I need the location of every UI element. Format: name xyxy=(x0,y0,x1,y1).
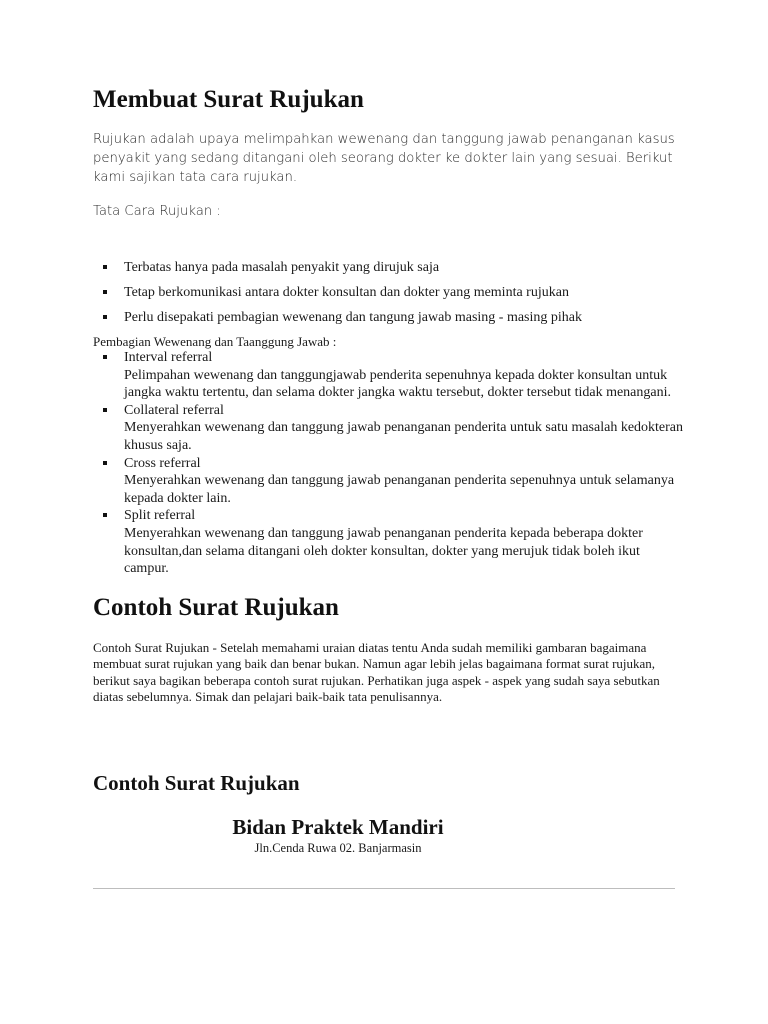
referral-description: Pelimpahan wewenang dan tanggungjawab penderita sepenuhnya kepada dokter konsultan untuk jangka waktu tertentu, dan selama dokter jangka waktu tersebut, dokter tersebut tidak menangani. xyxy=(124,367,671,401)
bullet-square-icon xyxy=(103,315,107,319)
referral-list xyxy=(93,349,683,578)
tata-cara-list xyxy=(93,258,683,333)
referral-name: Interval referral xyxy=(124,350,213,365)
referral-item xyxy=(93,507,683,577)
list-item xyxy=(93,258,683,283)
bullet-square-icon xyxy=(103,461,107,465)
list-item xyxy=(93,283,683,308)
referral-name: Cross referral xyxy=(124,455,201,471)
referral-name: Collateral referral xyxy=(124,402,224,418)
contoh-heading: Contoh Surat Rujukan xyxy=(93,594,339,621)
bullet-square-icon xyxy=(103,408,107,412)
pembagian-label: Pembagian Wewenang dan Taanggung Jawab : xyxy=(93,334,337,349)
referral-name: Split referral xyxy=(124,508,196,524)
list-item-text: Terbatas hanya pada masalah penyakit yang dirujuk saja xyxy=(124,260,440,275)
contoh-paragraph: Contoh Surat Rujukan - Setelah memahami uraian diatas tentu Anda sudah memiliki gambaran bagaimana membuat surat rujukan yang baik dan benar bukan. Namun agar lebih jelas bagaimana format surat rujukan, berikut saya bagikan beberapa contoh surat rujukan. Perhatikan juga aspek - aspek yang sudah saya sebutkan diatas sebelumnya. Simak dan pelajari baik-baik tata penulisannya. xyxy=(93,640,660,705)
referral-description: Menyerahkan wewenang dan tanggung jawab penanganan penderita kepada beberapa dokter konsultan,dan selama ditangani oleh dokter konsultan, dokter yang merujuk tidak boleh ikut campur. xyxy=(124,525,643,577)
list-item-text: Tetap berkomunikasi antara dokter konsultan dan dokter yang meminta rujukan xyxy=(124,285,569,300)
intro-paragraph: Rujukan adalah upaya melimpahkan wewenang dan tanggung jawab penanganan kasus penyakit yang sedang ditangani oleh seorang dokter ke dokter lain yang sesuai. Berikut kami sajikan tata cara rujukan. xyxy=(93,132,675,185)
clinic-name: Bidan Praktek Mandiri xyxy=(232,815,444,839)
tata-cara-label: Tata Cara Rujukan : xyxy=(93,204,221,219)
letterhead-divider xyxy=(93,888,675,889)
referral-item xyxy=(93,402,683,455)
referral-description: Menyerahkan wewenang dan tanggung jawab penanganan penderita sepenuhnya untuk selamanya kepada dokter lain. xyxy=(124,473,675,506)
referral-item xyxy=(93,455,683,508)
contoh-subheading: Contoh Surat Rujukan xyxy=(93,771,300,795)
bullet-square-icon xyxy=(103,290,107,294)
list-item xyxy=(93,308,683,333)
bullet-square-icon xyxy=(103,513,107,517)
clinic-address: Jln.Cenda Ruwa 02. Banjarmasin xyxy=(254,841,422,855)
bullet-square-icon xyxy=(103,355,107,359)
referral-item xyxy=(93,349,683,402)
page-title: Membuat Surat Rujukan xyxy=(93,86,364,113)
referral-description: Menyerahkan wewenang dan tanggung jawab penanganan penderita untuk satu masalah kedokteran khusus saja. xyxy=(124,420,684,453)
bullet-square-icon xyxy=(103,265,107,269)
list-item-text: Perlu disepakati pembagian wewenang dan tangung jawab masing - masing pihak xyxy=(124,310,582,325)
